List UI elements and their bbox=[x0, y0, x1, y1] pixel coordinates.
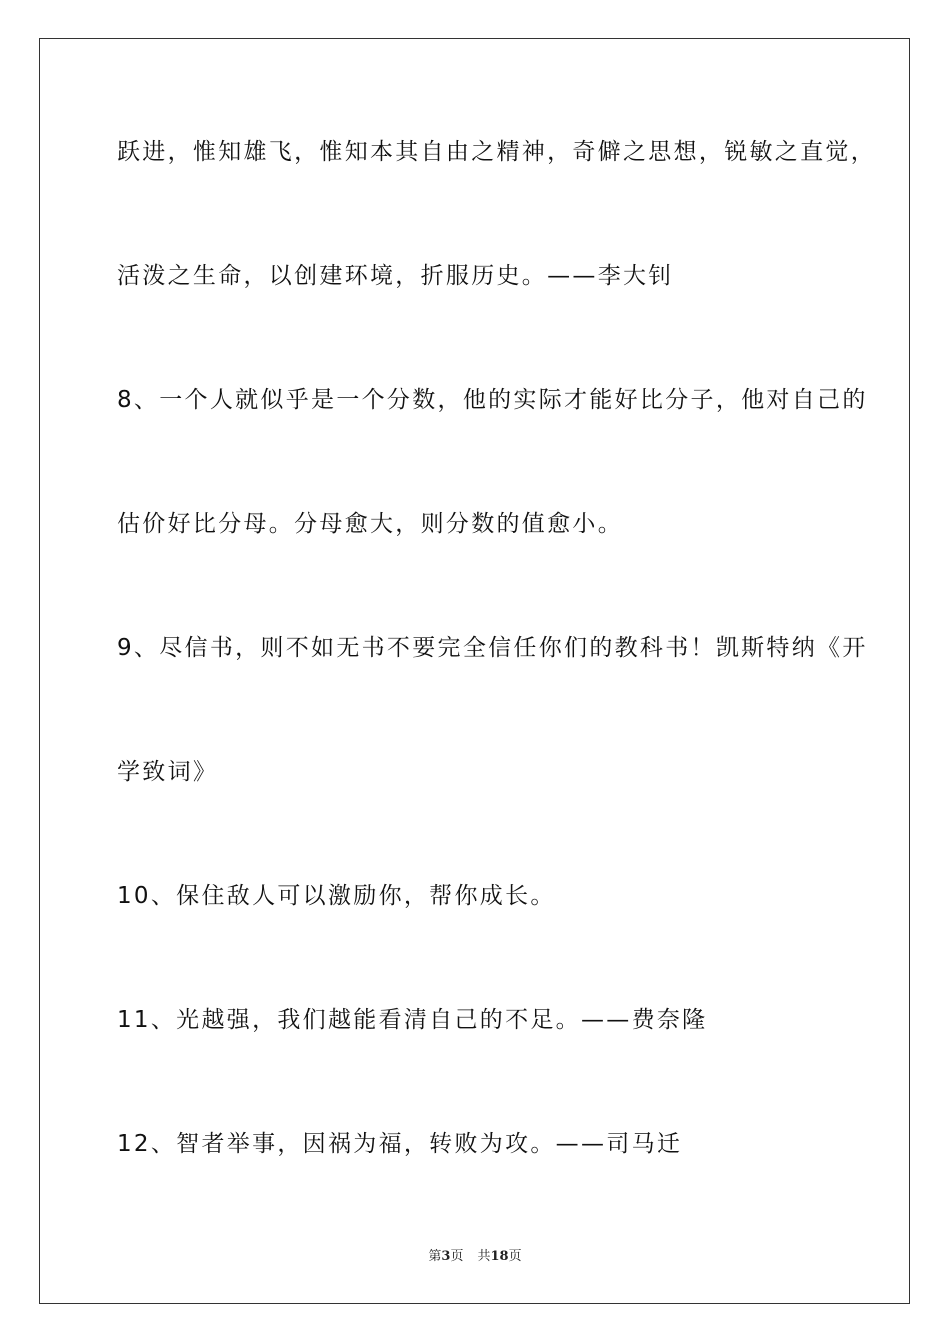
page-indicator bbox=[428, 1249, 463, 1264]
page-prefix: 第 bbox=[428, 1249, 442, 1264]
text-line-2: 活泼之生命，以创建环境，折服历史。——李大钊 bbox=[117, 263, 674, 289]
total-number: 18 bbox=[490, 1249, 509, 1264]
text-line-6: 学致词》 bbox=[117, 759, 219, 785]
text-line-3: 8、一个人就似乎是一个分数，他的实际才能好比分子，他对自己的 bbox=[117, 387, 868, 413]
text-line-7: 10、保住敌人可以激励你，帮你成长。 bbox=[117, 883, 556, 909]
total-prefix: 共 bbox=[477, 1249, 491, 1264]
total-suffix: 页 bbox=[508, 1249, 522, 1264]
page-suffix: 页 bbox=[450, 1249, 464, 1264]
text-line-5: 9、尽信书，则不如无书不要完全信任你们的教科书！凯斯特纳《开 bbox=[117, 635, 868, 661]
text-line-9: 12、智者举事，因祸为福，转败为攻。——司马迁 bbox=[117, 1131, 683, 1157]
text-line-4: 估价好比分母。分母愈大，则分数的值愈小。 bbox=[117, 511, 623, 537]
total-pages-indicator bbox=[477, 1249, 521, 1264]
text-line-1: 跃进，惟知雄飞，惟知本其自由之精神，奇僻之思想，锐敏之直觉， bbox=[117, 139, 876, 165]
page-footer bbox=[0, 1248, 950, 1266]
page-number: 3 bbox=[441, 1249, 451, 1264]
text-line-8: 11、光越强，我们越能看清自己的不足。——费奈隆 bbox=[117, 1007, 708, 1033]
page-border bbox=[39, 38, 910, 1304]
